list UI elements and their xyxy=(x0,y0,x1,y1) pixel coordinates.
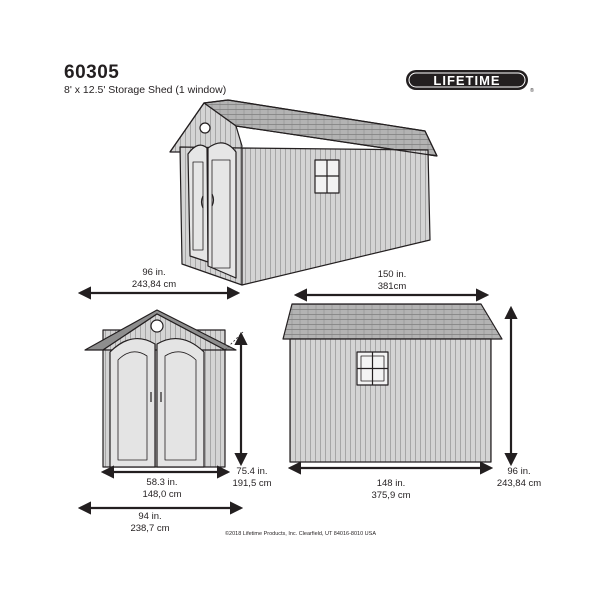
copyright-notice: ©2018 Lifetime Products, Inc. Clearfield, UT 84016-8010 USA xyxy=(224,531,376,537)
shed-description: 8' x 12.5' Storage Shed (1 window) xyxy=(64,84,227,96)
wall-height-label xyxy=(222,466,282,490)
floor-width-metric: 238,7 cm xyxy=(130,523,170,534)
side-length-imperial: 150 in. xyxy=(377,269,407,280)
floor-length-metric: 375,9 cm xyxy=(371,490,411,501)
front-left-door xyxy=(110,339,155,467)
door-width-imperial: 58.3 in. xyxy=(146,477,178,488)
door-width-metric: 148,0 cm xyxy=(142,489,182,500)
side-length-label xyxy=(352,269,432,293)
front-right-door xyxy=(157,339,204,467)
total-height-metric: 243,84 cm xyxy=(496,478,542,489)
total-height-imperial: 96 in. xyxy=(507,466,531,477)
side-roof xyxy=(283,304,502,339)
wall-height-imperial: 75.4 in. xyxy=(236,466,268,477)
floor-length-label xyxy=(341,478,441,502)
iso-vent xyxy=(200,123,210,133)
registered-mark: ® xyxy=(530,88,534,94)
iso-left-door xyxy=(188,145,208,262)
door-width-label xyxy=(112,477,212,501)
side-wall xyxy=(290,339,491,462)
model-number: 60305 xyxy=(64,62,120,83)
wall-height-metric: 191,5 cm xyxy=(232,478,272,489)
front-width-imperial: 96 in. xyxy=(142,267,166,278)
floor-length-imperial: 148 in. xyxy=(376,478,406,489)
total-height-label xyxy=(484,466,554,490)
isometric-shed-view xyxy=(170,100,437,285)
side-length-metric: 381cm xyxy=(377,281,407,292)
front-view-shed xyxy=(85,310,243,467)
floor-width-imperial: 94 in. xyxy=(138,511,162,522)
side-view-shed xyxy=(283,304,502,462)
front-vent xyxy=(151,320,163,332)
logo-text: LIFETIME xyxy=(433,73,501,88)
front-width-label xyxy=(104,267,204,291)
front-width-metric: 243,84 cm xyxy=(131,279,177,290)
